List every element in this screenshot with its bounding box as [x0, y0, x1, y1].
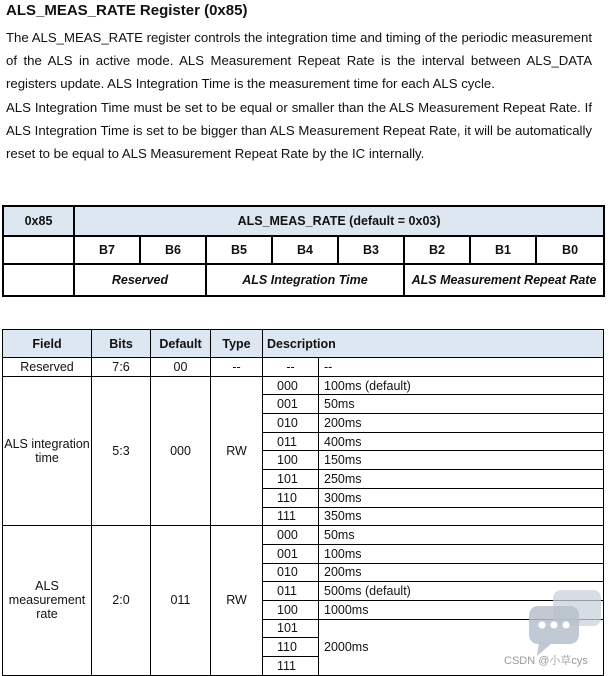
- option-code: 100: [263, 451, 319, 470]
- option-code: 010: [263, 563, 319, 582]
- option-code: 111: [263, 507, 319, 526]
- option-code: 001: [263, 544, 319, 563]
- option-desc: 200ms: [319, 414, 604, 433]
- register-name: ALS_MEAS_RATE (default = 0x03): [74, 206, 604, 236]
- field-default: 00: [151, 358, 211, 377]
- field-bits: 7:6: [92, 358, 151, 377]
- option-code: 011: [263, 582, 319, 601]
- option-code: 110: [263, 488, 319, 507]
- field-name: ALS integration time: [3, 376, 92, 526]
- empty-cell: [3, 264, 74, 296]
- register-address: 0x85: [3, 206, 74, 236]
- option-code: 101: [263, 470, 319, 489]
- option-desc: --: [319, 358, 604, 377]
- option-desc: 50ms: [319, 526, 604, 545]
- field-default: 011: [151, 526, 211, 676]
- header-type: Type: [211, 330, 263, 358]
- bit-label: B6: [140, 236, 206, 264]
- table-row: [3, 376, 604, 395]
- header-description: Description: [263, 330, 604, 358]
- option-code: 001: [263, 395, 319, 414]
- bit-label: B7: [74, 236, 140, 264]
- field-type: RW: [211, 526, 263, 676]
- bit-label: B3: [338, 236, 404, 264]
- option-code: 010: [263, 414, 319, 433]
- bit-label: B0: [536, 236, 604, 264]
- option-code: 111: [263, 657, 319, 676]
- group-integration-time: ALS Integration Time: [206, 264, 404, 296]
- header-bits: Bits: [92, 330, 151, 358]
- field-default: 000: [151, 376, 211, 526]
- field-name: ALS measurement rate: [3, 526, 92, 676]
- register-map-table: [2, 205, 605, 297]
- group-repeat-rate: ALS Measurement Repeat Rate: [404, 264, 604, 296]
- field-bits: 2:0: [92, 526, 151, 676]
- option-code: 000: [263, 376, 319, 395]
- header-field: Field: [3, 330, 92, 358]
- option-desc: 2000ms: [319, 619, 604, 675]
- page-title: ALS_MEAS_RATE Register (0x85): [6, 2, 248, 19]
- intro-paragraph: The ALS_MEAS_RATE register controls the integration time and timing of the periodic measurement of the ALS in active mode. ALS Measurement Repeat Rate is the interval between ALS_DATA registers update. ALS Integration Time is the measurement time for each ALS cycle.: [6, 30, 592, 91]
- constraint-paragraph: ALS Integration Time must be set to be equal or smaller than the ALS Measurement Repeat Rate. If ALS Integration Time is set to be bigger than ALS Measurement Repeat Rate, it will be automatically reset to be equal to ALS Measurement Repeat Rate by the IC internally.: [6, 100, 592, 161]
- option-desc: 100ms (default): [319, 376, 604, 395]
- table-row: [3, 358, 604, 377]
- option-desc: 1000ms: [319, 600, 604, 619]
- field-type: --: [211, 358, 263, 377]
- option-code: 101: [263, 619, 319, 638]
- option-code: 100: [263, 600, 319, 619]
- option-code: --: [263, 358, 319, 377]
- option-code: 000: [263, 526, 319, 545]
- group-reserved: Reserved: [74, 264, 206, 296]
- bit-label: B1: [470, 236, 536, 264]
- option-code: 011: [263, 432, 319, 451]
- field-name: Reserved: [3, 358, 92, 377]
- table-row: [3, 526, 604, 545]
- option-desc: 50ms: [319, 395, 604, 414]
- option-desc: 350ms: [319, 507, 604, 526]
- watermark-text: CSDN @小草cys: [504, 655, 588, 667]
- option-code: 110: [263, 638, 319, 657]
- option-desc: 250ms: [319, 470, 604, 489]
- bit-label: B5: [206, 236, 272, 264]
- option-desc: 300ms: [319, 488, 604, 507]
- option-desc: 500ms (default): [319, 582, 604, 601]
- option-desc: 200ms: [319, 563, 604, 582]
- option-desc: 100ms: [319, 544, 604, 563]
- field-type: RW: [211, 376, 263, 526]
- option-desc: 400ms: [319, 432, 604, 451]
- header-default: Default: [151, 330, 211, 358]
- option-desc: 150ms: [319, 451, 604, 470]
- field-description-table: [2, 329, 604, 676]
- field-bits: 5:3: [92, 376, 151, 526]
- bit-label: B4: [272, 236, 338, 264]
- empty-cell: [3, 236, 74, 264]
- bit-label: B2: [404, 236, 470, 264]
- chat-bubble-icon: [527, 588, 603, 660]
